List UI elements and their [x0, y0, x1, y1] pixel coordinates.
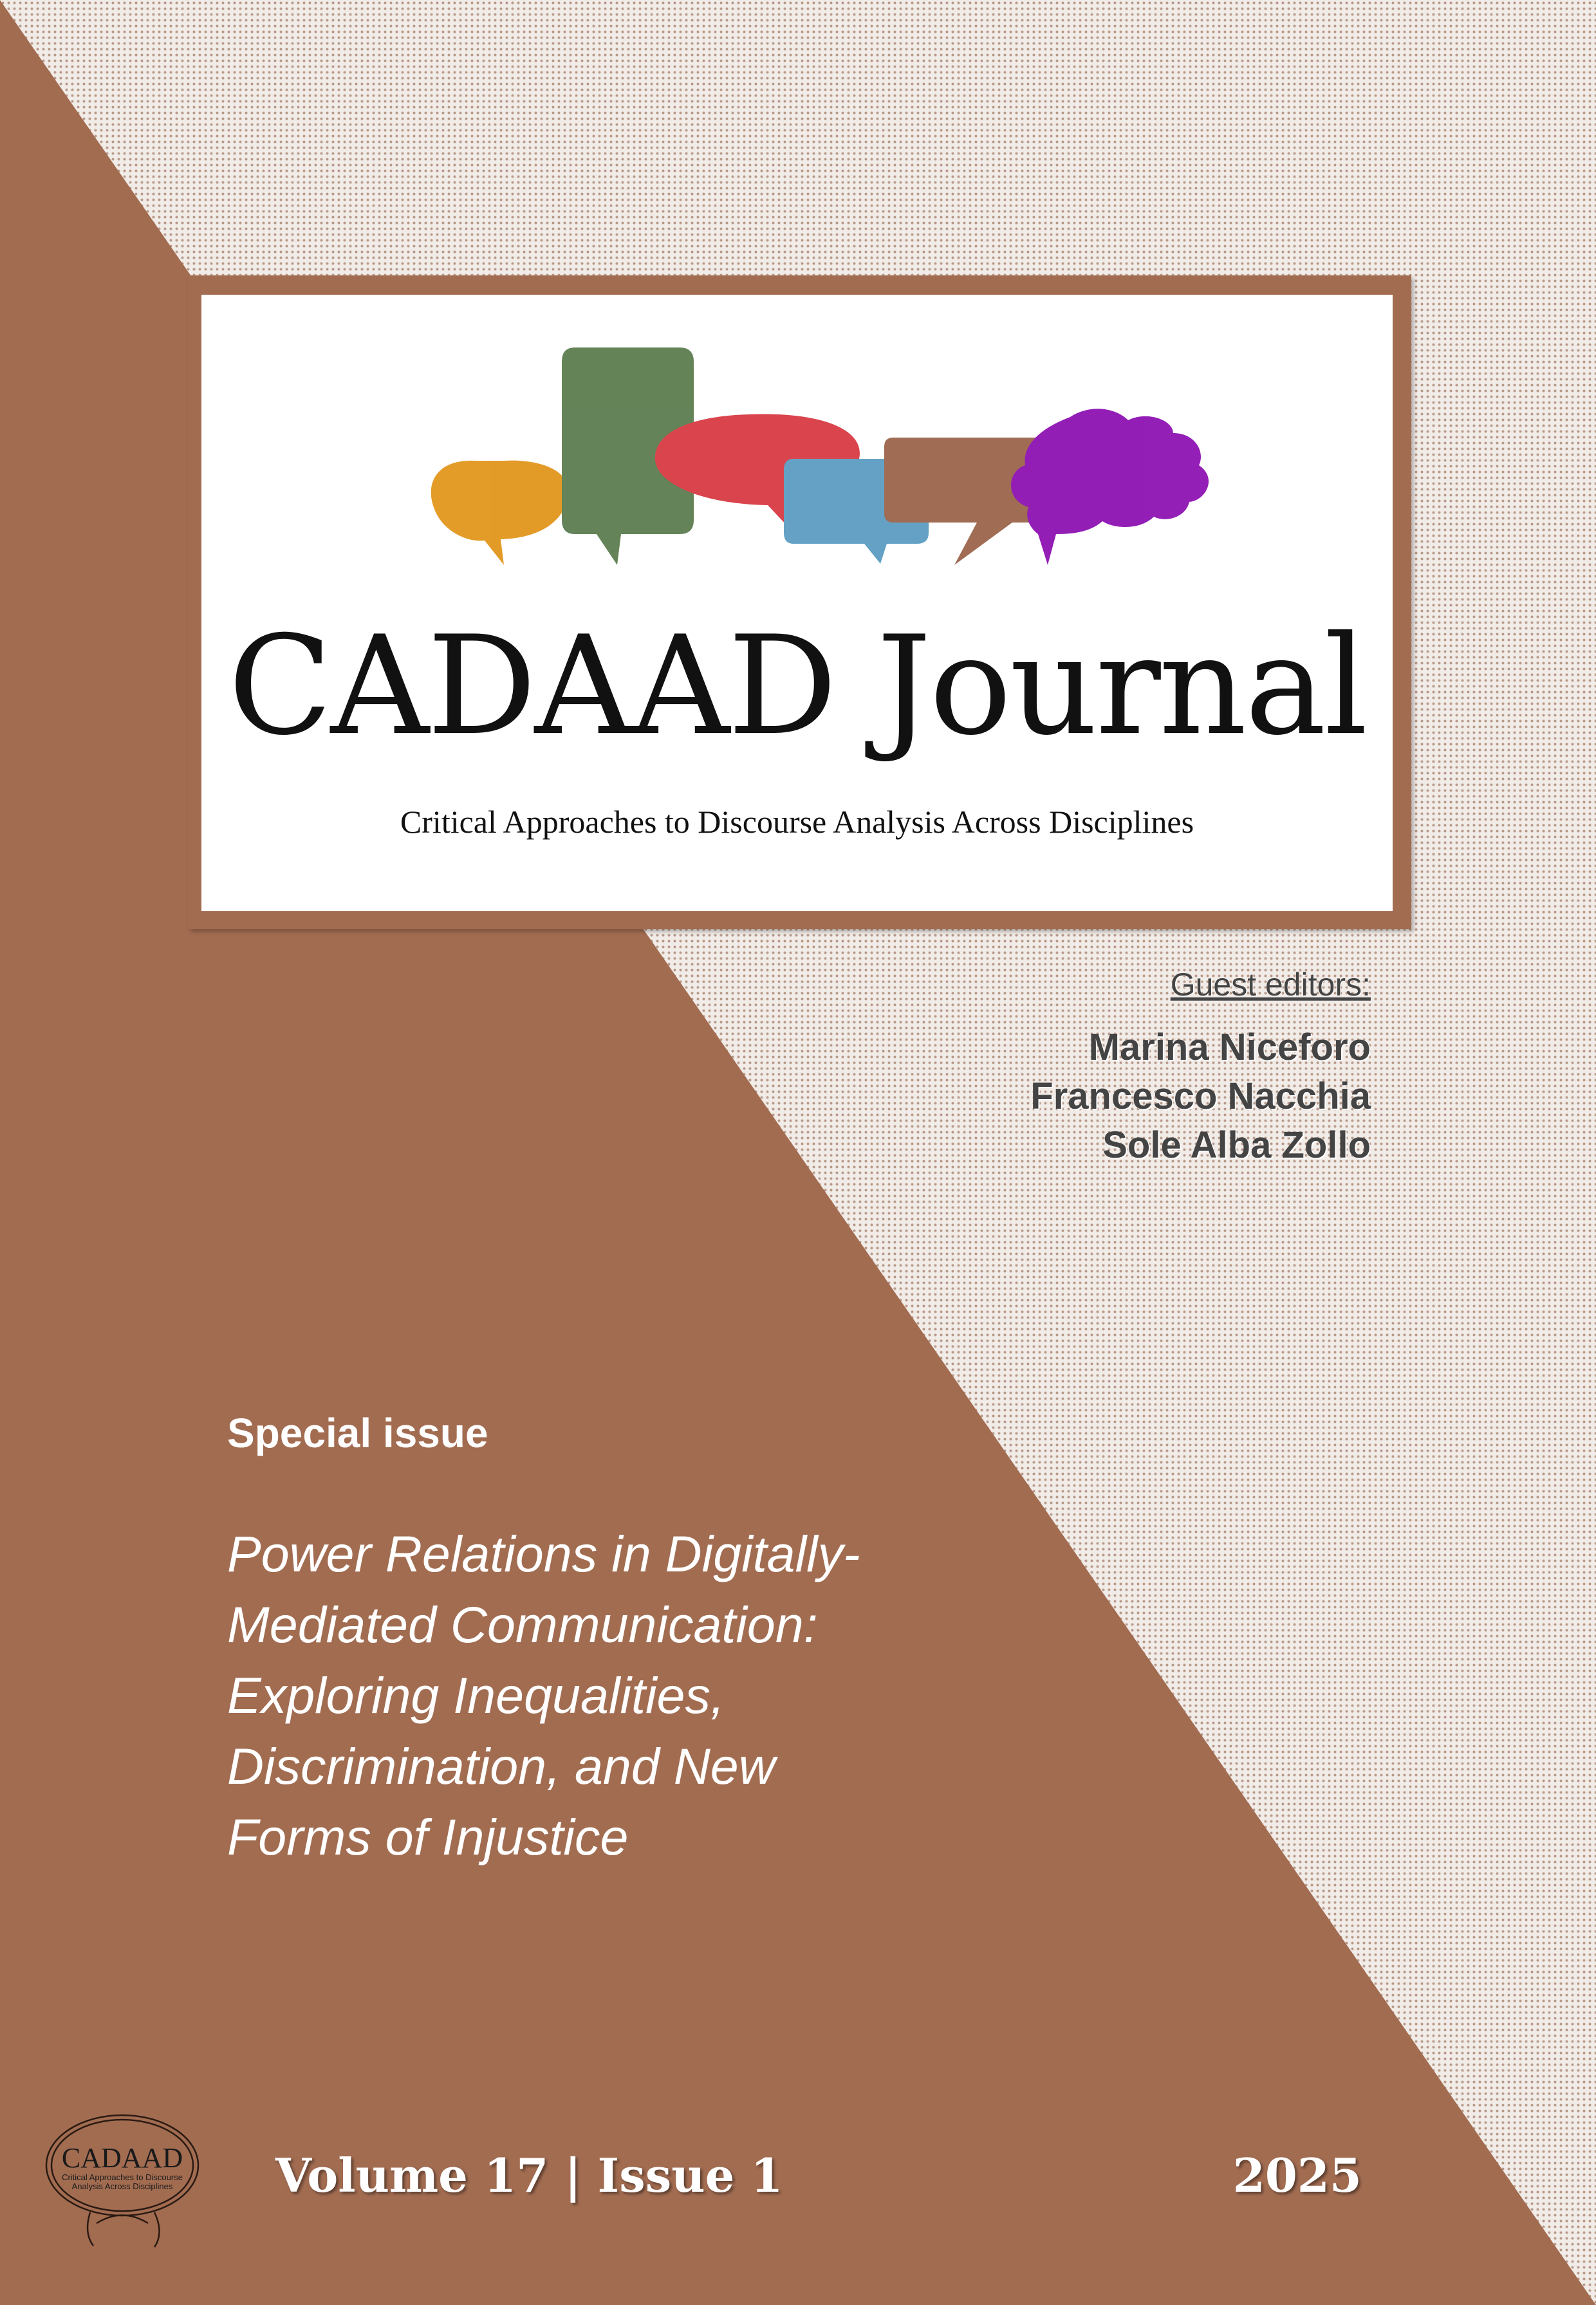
orange-bubble: [431, 461, 568, 565]
issue-title-line: Exploring Inequalities,: [227, 1667, 725, 1724]
cadaad-emblem-icon: [39, 2104, 206, 2252]
issue-title-line: Forms of Injustice: [227, 1808, 629, 1865]
journal-title: CADAAD Journal: [228, 606, 1366, 765]
editor-name: Sole Alba Zollo: [1102, 1124, 1371, 1166]
guest-editors-label: Guest editors:: [1170, 967, 1371, 1003]
special-issue-label: Special issue: [227, 1410, 488, 1456]
guest-editors-block: [1030, 967, 1371, 1170]
purple-bubble: [1011, 409, 1209, 565]
editor-name: Francesco Nacchia: [1030, 1075, 1371, 1117]
footer-logo-line: Critical Approaches to Discourse: [62, 2172, 183, 2182]
issue-title-line: Power Relations in Digitally-: [227, 1525, 860, 1582]
issue-title-line: Mediated Communication:: [227, 1596, 818, 1653]
issue-title-line: Discrimination, and New: [227, 1737, 775, 1795]
footer-logo-line: Analysis Across Disciplines: [71, 2181, 173, 2191]
footer-logo-name: CADAAD: [61, 2142, 183, 2174]
editor-name: Marina Niceforo: [1088, 1026, 1371, 1068]
journal-logo-panel: [201, 295, 1393, 911]
journal-subtitle: Critical Approaches to Discourse Analysis Across Disciplines: [400, 804, 1194, 840]
special-issue-title: [227, 1519, 860, 1873]
volume-issue: Volume 17 | Issue 1: [275, 2148, 783, 2203]
publication-year: 2025: [1232, 2148, 1362, 2203]
